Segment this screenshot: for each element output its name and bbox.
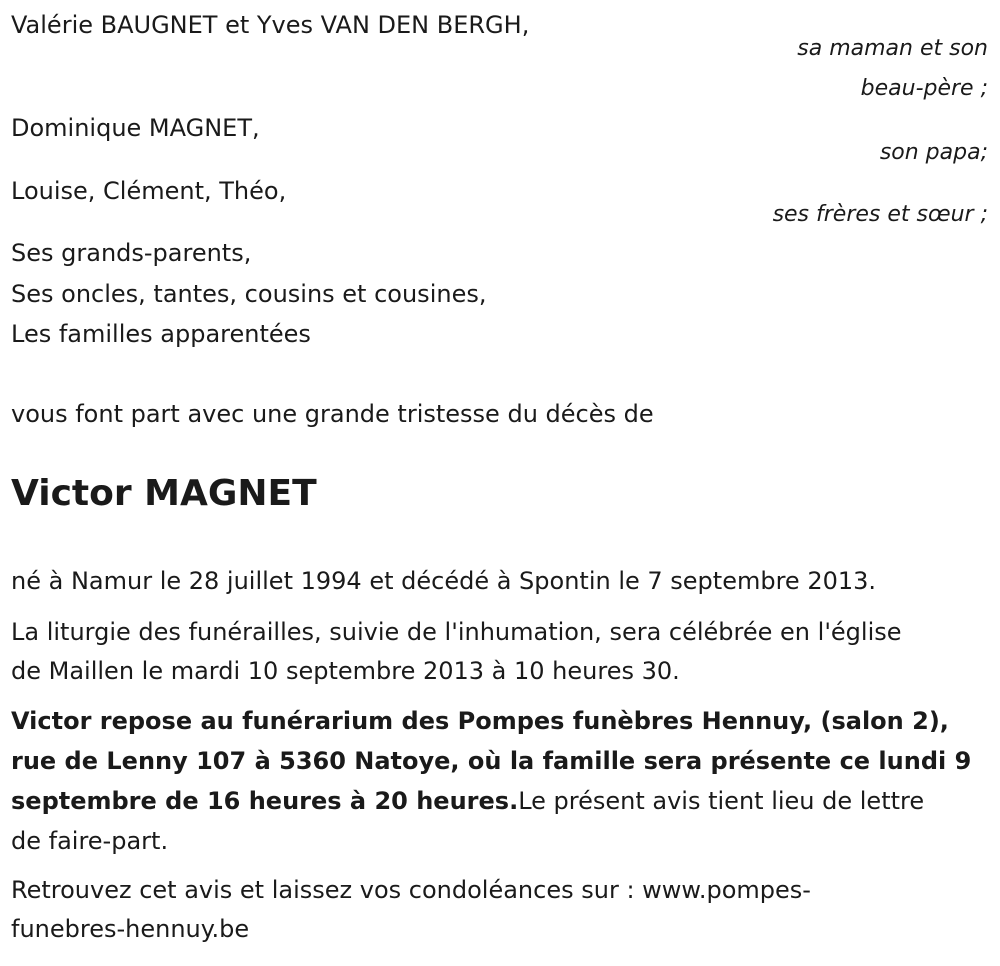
- family-line-grandparents: Ses grands-parents,: [11, 239, 252, 267]
- condolences-line-2: funebres-hennuy.be: [11, 915, 250, 943]
- liturgy-line-2: de Maillen le mardi 10 septembre 2013 à 10 heures 30.: [11, 657, 680, 685]
- funerarium-notice: Le présent avis tient lieu de lettre: [518, 787, 925, 815]
- liturgy-line-1: La liturgie des funérailles, suivie de l'inhumation, sera célébrée en l'église: [11, 618, 902, 646]
- family-role-father: son papa;: [879, 140, 988, 165]
- birth-death-text: né à Namur le 28 juillet 1994 et décédé à Spontin le 7 septembre 2013.: [11, 567, 877, 595]
- family-role-parents-b: beau-père ;: [860, 76, 988, 101]
- family-line-father: Dominique MAGNET,: [11, 114, 260, 142]
- funerarium-line-2: rue de Lenny 107 à 5360 Natoye, où la famille sera présente ce lundi 9: [11, 747, 972, 775]
- announcement-text: vous font part avec une grande tristesse du décès de: [11, 400, 654, 428]
- family-role-parents-a: sa maman et son: [797, 36, 988, 61]
- condolences-line-1: Retrouvez cet avis et laissez vos condoléances sur : www.pompes-: [11, 876, 811, 904]
- funerarium-line-1: Victor repose au funérarium des Pompes funèbres Hennuy, (salon 2),: [11, 707, 949, 735]
- funerarium-line-3: [11, 786, 924, 816]
- funerarium-hours: septembre de 16 heures à 20 heures.: [11, 787, 519, 815]
- family-line-relatives: Les familles apparentées: [11, 320, 311, 348]
- family-line-parents: Valérie BAUGNET et Yves VAN DEN BERGH,: [11, 11, 530, 39]
- family-role-siblings: ses frères et sœur ;: [772, 202, 988, 227]
- family-line-siblings: Louise, Clément, Théo,: [11, 177, 287, 205]
- family-line-uncles-aunts: Ses oncles, tantes, cousins et cousines,: [11, 280, 487, 308]
- funerarium-line-4: de faire-part.: [11, 827, 169, 855]
- deceased-name: Victor MAGNET: [11, 473, 317, 514]
